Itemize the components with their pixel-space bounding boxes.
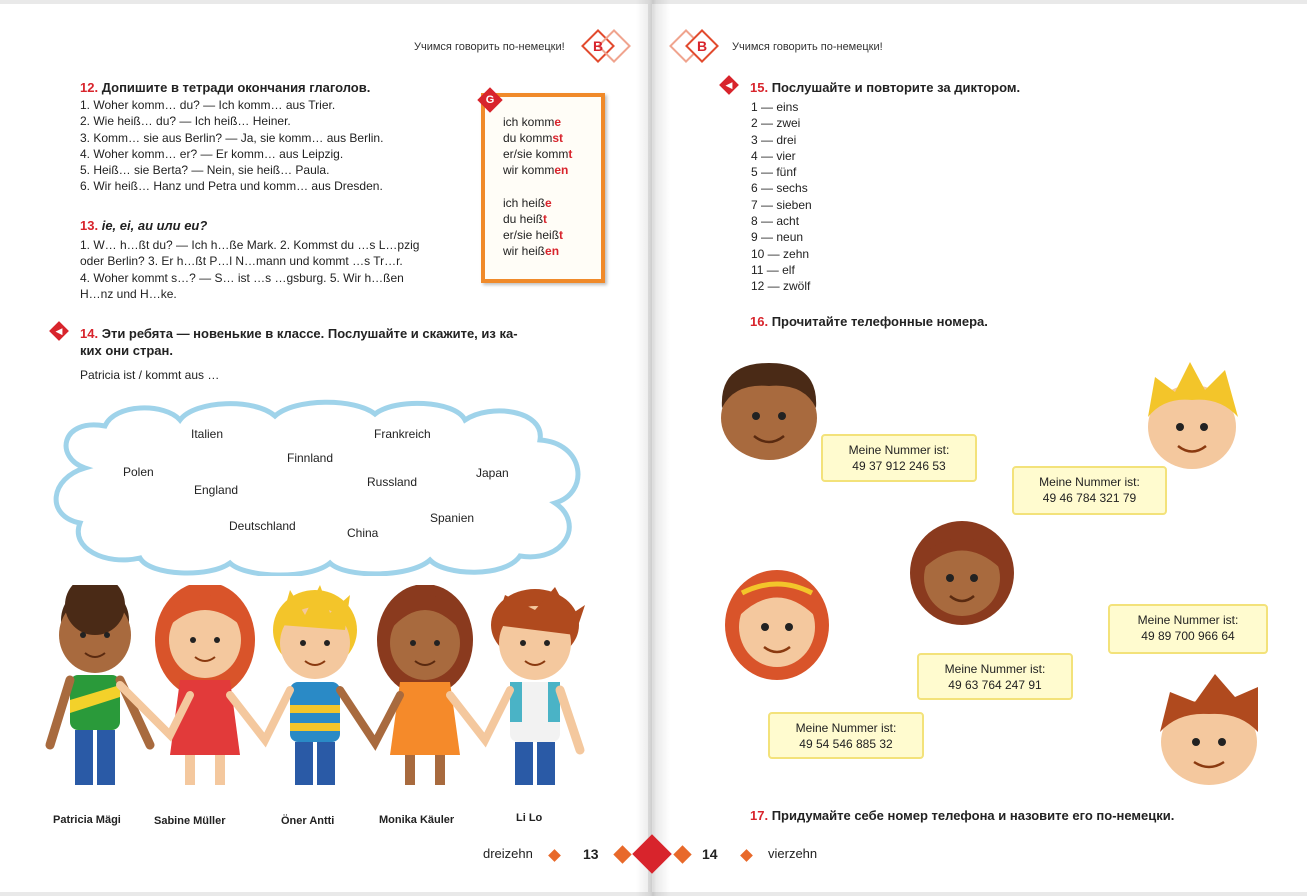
girl-face-dark: [908, 518, 1016, 626]
bubble-label: Meine Nummer ist:: [1137, 613, 1239, 627]
phone-number: 49 63 764 247 91: [948, 678, 1042, 692]
grammar-badge: G: [479, 89, 501, 111]
ex13-line: 1. W… h…ßt du? — Ich h…ße Mark. 2. Kommst du …s L…pzig: [80, 238, 420, 252]
ex12-line: 3. Komm… sie aus Berlin? — Ja, sie komm… aus Berlin.: [80, 130, 384, 145]
number-item: 12 — zwölf: [751, 279, 811, 294]
kid-name: Patricia Mägi: [53, 814, 121, 826]
country-label: England: [194, 483, 239, 497]
number-item: 8 — acht: [751, 214, 800, 229]
country-label: Polen: [123, 465, 154, 479]
country-cloud: [45, 398, 590, 576]
speech-bubble: [1012, 466, 1167, 515]
speech-bubble: [768, 712, 924, 759]
number-item: 6 — sechs: [751, 181, 808, 196]
number-list: [751, 99, 812, 295]
number-item: 10 — zehn: [751, 246, 810, 261]
boy-face-brown: [1150, 672, 1268, 787]
boy-face-dark: [714, 358, 824, 463]
audio-speaker-icon[interactable]: ◀: [720, 76, 738, 94]
country-label: Frankreich: [374, 427, 431, 441]
country-label: Spanien: [430, 511, 475, 525]
conjugation-line: du heißt: [503, 212, 548, 226]
conjugation-line: er/sie kommt: [503, 147, 573, 161]
phone-number: 49 46 784 321 79: [1042, 491, 1137, 505]
conjugation-line: ich heiße: [503, 196, 552, 210]
ex13-title: 13. ie, ei, au или eu?: [80, 218, 208, 233]
speech-bubble: [917, 653, 1073, 700]
left-header-text: Учимся говорить по-немецки!: [414, 41, 565, 53]
kid-name: Monika Käuler: [379, 814, 455, 826]
left-footer-word: dreizehn: [483, 846, 533, 861]
ex12-line: 6. Wir heiß… Hanz und Petra und komm… aus Dresden.: [80, 179, 383, 194]
ex14-prompt: Patricia ist / kommt aus …: [80, 368, 220, 382]
right-footer-word: vierzehn: [768, 846, 818, 861]
conjugation-line: er/sie heißt: [503, 228, 564, 242]
ex12-line: 4. Woher komm… er? — Er komm… aus Leipzig.: [80, 146, 344, 161]
kid-name: Öner Antti: [281, 815, 335, 827]
bubble-label: Meine Nummer ist:: [848, 443, 950, 457]
ex12-lines: [80, 97, 383, 195]
country-label: Japan: [476, 466, 509, 480]
ex12-line: 1. Woher komm… du? — Ich komm… aus Trier.: [80, 98, 336, 112]
boy-face-blond: [1140, 362, 1245, 470]
kid-name: Li Lo: [516, 812, 543, 824]
number-item: 2 — zwei: [751, 116, 801, 131]
ex12-title: 12. Допишите в тетради окончания глаголов.: [80, 80, 371, 95]
right-section-badge: B: [686, 30, 718, 62]
country-label: Italien: [191, 427, 224, 441]
ex13-line: oder Berlin? 3. Er h…ßt P…l N…mann und kommt …s Tr…r.: [80, 254, 403, 269]
audio-speaker-icon[interactable]: ◀: [50, 322, 68, 340]
girl-face-red: [722, 565, 832, 680]
conjugation-line: wir heißen: [503, 244, 560, 258]
right-header-text: Учимся говорить по-немецки!: [732, 41, 883, 53]
left-page-number: 13: [583, 846, 599, 862]
country-label: Deutschland: [229, 519, 296, 533]
country-label: China: [347, 526, 379, 540]
conjugation-line: du kommst: [503, 131, 564, 145]
number-item: 5 — fünf: [751, 165, 797, 180]
number-item: 3 — drei: [751, 132, 797, 147]
phone-number: 49 37 912 246 53: [852, 459, 946, 473]
number-item: 9 — neun: [751, 230, 804, 245]
ex12-line: 2. Wie heiß… du? — Ich heiß… Heiner.: [80, 114, 291, 129]
ex12-line: 5. Heiß… sie Berta? — Nein, sie heiß… Paula.: [80, 163, 330, 178]
grammar-box: [481, 93, 605, 283]
children-illustration: [40, 585, 600, 800]
country-label: Russland: [367, 475, 418, 489]
phone-number: 49 54 546 885 32: [799, 737, 893, 751]
bubble-label: Meine Nummer ist:: [1039, 475, 1140, 489]
number-item: 7 — sieben: [751, 197, 812, 212]
bubble-label: Meine Nummer ist:: [944, 662, 1046, 676]
country-label: Finnland: [287, 451, 334, 465]
ex14-title: 14. Эти ребята — новенькие в классе. Послушайте и скажите, из ка- ких они стран.: [80, 326, 518, 358]
kid-name: Sabine Müller: [154, 815, 226, 827]
number-item: 4 — vier: [751, 148, 796, 163]
number-item: 11 — elf: [751, 262, 795, 277]
bubble-label: Meine Nummer ist:: [795, 721, 897, 735]
ex15-title: 15. Послушайте и повторите за диктором.: [750, 80, 1021, 95]
ex13-line: 4. Woher kommt s…? — S… ist …s …gsburg. 5. Wir h…ßen: [80, 270, 404, 285]
speech-bubble: [821, 434, 977, 482]
right-page-number: 14: [702, 846, 718, 862]
ex13-line: H…nz und H…ke.: [80, 286, 177, 301]
ex13-lines: [80, 237, 419, 302]
phone-number: 49 89 700 966 64: [1141, 629, 1235, 643]
conjugation-line: wir kommen: [503, 163, 569, 177]
number-item: 1 — eins: [751, 100, 799, 114]
ex17-title: 17. Придумайте себе номер телефона и назовите его по-немецки.: [750, 808, 1175, 823]
speech-bubble: [1108, 604, 1268, 654]
conjugation-line: ich komme: [503, 115, 562, 129]
left-section-badge: B: [582, 30, 614, 62]
ex16-title: 16. Прочитайте телефонные номера.: [750, 314, 988, 329]
